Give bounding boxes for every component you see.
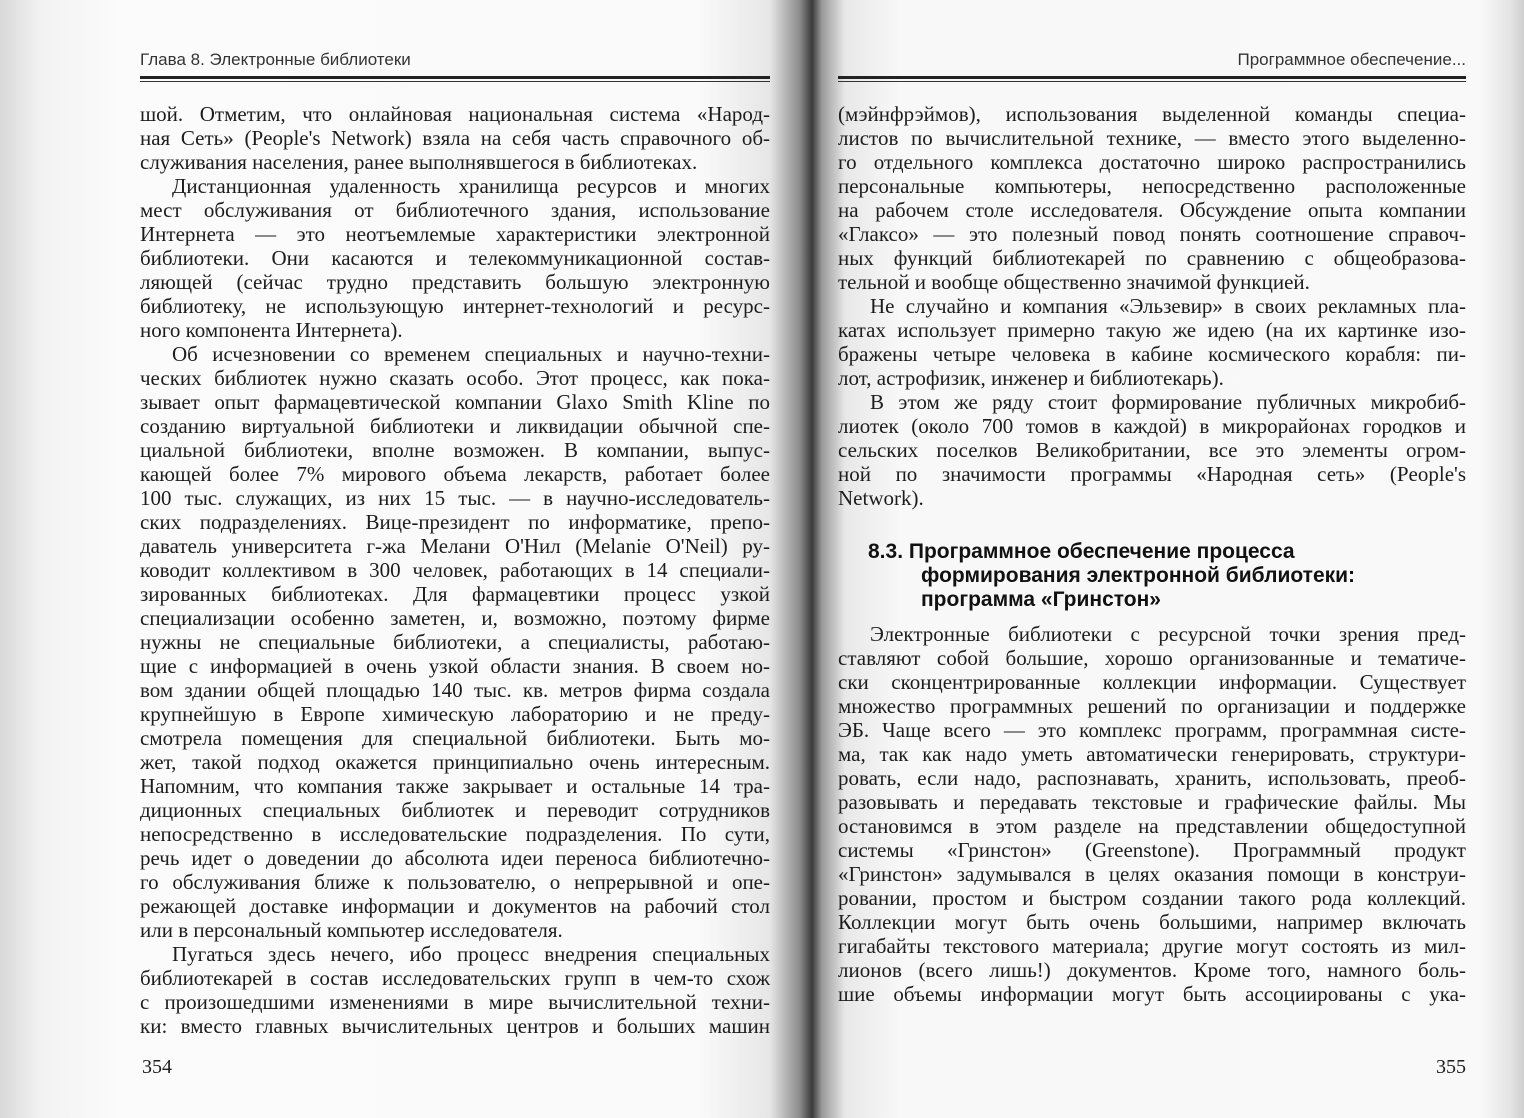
text-line: мест обслуживания от библиотечного здания, использование <box>140 198 770 222</box>
text-line: В этом же ряду стоит формирование публичных микробиб- <box>870 390 1466 414</box>
text-line: ски сконцентрированные коллекции информации. Существует <box>838 670 1466 694</box>
header-rule <box>140 76 770 82</box>
text-line: зывает опыт фармацевтической компании Glaxo Smith Kline по <box>140 390 770 414</box>
text-line: ческих библиотек нужно сказать особо. Этот процесс, как пока- <box>140 366 770 390</box>
text-line: шие объемы информации могут быть ассоциированы с ука- <box>838 982 1466 1006</box>
text-line: ных функций библиотекарей по сравнению с общеобразова- <box>838 246 1466 270</box>
text-line: диционных специальных библиотек и переводит сотрудников <box>140 798 770 822</box>
text-line: библиотекарей в состав исследовательских групп в чем-то схож <box>140 966 770 990</box>
text-line: ки: вместо главных вычислительных центров и больших машин <box>140 1014 770 1038</box>
text-line: ровании, простом и быстром создании такого рода коллекций. <box>838 886 1466 910</box>
text-line: «Глаксо» — это полезный повод понять соотношение справоч- <box>838 222 1466 246</box>
text-line: вом здании общей площадью 140 тыс. кв. метров фирма создала <box>140 678 770 702</box>
text-line: Коллекции могут быть очень большими, например включать <box>838 910 1466 934</box>
page-number: 354 <box>142 1056 172 1078</box>
text-line: разовывать и передавать текстовые и графические файлы. Мы <box>838 790 1466 814</box>
text-line: зированных библиотеках. Для фармацевтики процесс узкой <box>140 582 770 606</box>
page-body <box>838 102 1466 1006</box>
text-line: сельских поселков Великобритании, все это элементы огром- <box>838 438 1466 462</box>
text-line: Интернета — это неотъемлемые характеристики электронной <box>140 222 770 246</box>
text-line: множество программных решений по организации и поддержке <box>838 694 1466 718</box>
text-line: на рабочем столе исследователя. Обсуждение опыта компании <box>838 198 1466 222</box>
text-line: ляющей (сейчас трудно представить большую электронную <box>140 270 770 294</box>
text-line: лот, астрофизик, инженер и библиотекарь). <box>838 366 1224 390</box>
text-line: Network). <box>838 486 924 510</box>
text-line: листов по вычислительной технике, — вместо этого выделенно- <box>838 126 1466 150</box>
text-line: ских подразделениях. Вице-президент по информатике, препо- <box>140 510 770 534</box>
heading-line: программа «Гринстон» <box>921 588 1161 611</box>
text-line: кающей более 7% мирового объема лекарств, работает более <box>140 462 770 486</box>
text-line: Не случайно и компания «Эльзевир» в своих рекламных пла- <box>870 294 1466 318</box>
text-line: персональные компьютеры, непосредственно расположенные <box>838 174 1466 198</box>
text-line: ма, так как надо уметь автоматически генерировать, структури- <box>838 742 1466 766</box>
text-line: Пугаться здесь нечего, ибо процесс внедрения специальных <box>172 942 770 966</box>
text-line: циальной библиотеки, вполне возможен. В компании, выпус- <box>140 438 770 462</box>
text-line: смотрела помещения для специальной библиотеки. Быть мо- <box>140 726 770 750</box>
text-line: библиотеки. Они касаются и телекоммуникационной состав- <box>140 246 770 270</box>
text-line: созданию виртуальной библиотеки и ликвидации обычной спе- <box>140 414 770 438</box>
text-line: бражены четыре человека в кабине космического корабля: пи- <box>838 342 1466 366</box>
text-line: системы «Гринстон» (Greenstone). Программный продукт <box>838 838 1466 862</box>
text-line: речь идет о доведении до абсолюта идеи переноса библиотечно- <box>140 846 770 870</box>
running-head: Программное обеспечение... <box>1237 50 1466 69</box>
text-line: ровать, если надо, распознавать, хранить, использовать, преоб- <box>838 766 1466 790</box>
heading-line: 8.3. Программное обеспечение процесса <box>868 540 1295 563</box>
text-line: ного компонента Интернета). <box>140 318 403 342</box>
text-line: ная Сеть» (People's Network) взяла на себя часть справочного об- <box>140 126 770 150</box>
header-rule <box>838 76 1466 82</box>
text-line: «Гринстон» задумывался в целях оказания помощи в конструи- <box>838 862 1466 886</box>
section-heading <box>868 540 1466 612</box>
text-line: го обслуживания ближе к пользователю, о непрерывной и опе- <box>140 870 770 894</box>
page-number: 355 <box>1436 1056 1466 1078</box>
text-line: лиотек (около 700 томов в каждой) в микрорайонах городков и <box>838 414 1466 438</box>
text-line: Электронные библиотеки с ресурсной точки зрения пред- <box>870 622 1466 646</box>
text-line: режающей доставке информации и документов на рабочий стол <box>140 894 770 918</box>
text-line: гигабайты текстового материала; другие могут состоять из мил- <box>838 934 1466 958</box>
text-line: Напомним, что компания также закрывает и остальные 14 тра- <box>140 774 770 798</box>
text-line: жет, такой подход окажется принципиально очень интересным. <box>140 750 770 774</box>
text-line: крупнейшую в Европе химическую лабораторию и не преду- <box>140 702 770 726</box>
text-line: ставляют собой большие, хорошо организованные и тематиче- <box>838 646 1466 670</box>
text-line: (мэйнфрэймов), использования выделенной команды специа- <box>838 102 1466 126</box>
text-line: нужны не специальные библиотеки, а специалисты, работаю- <box>140 630 770 654</box>
text-line: щие с информацией в очень узкой области знания. В своем но- <box>140 654 770 678</box>
text-line: катах использует примерно такую же идею (на их картинке изо- <box>838 318 1466 342</box>
running-head: Глава 8. Электронные библиотеки <box>140 50 411 69</box>
page-body <box>140 102 770 1038</box>
text-line: ЭБ. Чаще всего — это комплекс программ, программная систе- <box>838 718 1466 742</box>
text-line: лионов (всего лишь!) документов. Кроме того, намного боль- <box>838 958 1466 982</box>
text-line: Дистанционная удаленность хранилища ресурсов и многих <box>172 174 770 198</box>
text-line: специализации особенно заметен, и, возможно, поэтому фирме <box>140 606 770 630</box>
text-line: остановимся в этом разделе на представлении общедоступной <box>838 814 1466 838</box>
text-line: го отдельного комплекса достаточно широко распространились <box>838 150 1466 174</box>
text-line: тельной и вообще общественно значимой функцией. <box>838 270 1310 294</box>
heading-line: формирования электронной библиотеки: <box>921 564 1356 587</box>
text-block <box>838 102 1466 510</box>
text-line: служивания населения, ранее выполнявшегося в библиотеках. <box>140 150 698 174</box>
text-line: шой. Отметим, что онлайновая национальная система «Народ- <box>140 102 770 126</box>
left-page <box>140 0 770 1118</box>
text-line: даватель университета г-жа Мелани О'Нил (Melanie O'Neil) ру- <box>140 534 770 558</box>
text-line: Об исчезновении со временем специальных и научно-техни- <box>172 342 770 366</box>
text-block <box>838 622 1466 1006</box>
text-line: с произошедшими изменениями в мире вычислительной техни- <box>140 990 770 1014</box>
text-line: библиотеку, не использующую интернет-технологий и ресурс- <box>140 294 770 318</box>
text-line: 100 тыс. служащих, из них 15 тыс. — в научно-исследователь- <box>140 486 770 510</box>
text-line: непосредственно в исследовательские подразделения. По сути, <box>140 822 770 846</box>
text-line: или в персональный компьютер исследователя. <box>140 918 563 942</box>
right-page <box>838 0 1466 1118</box>
text-line: ководит коллективом в 300 человек, работающих в 14 специали- <box>140 558 770 582</box>
text-line: ной по значимости программы «Народная сеть» (People's <box>838 462 1466 486</box>
